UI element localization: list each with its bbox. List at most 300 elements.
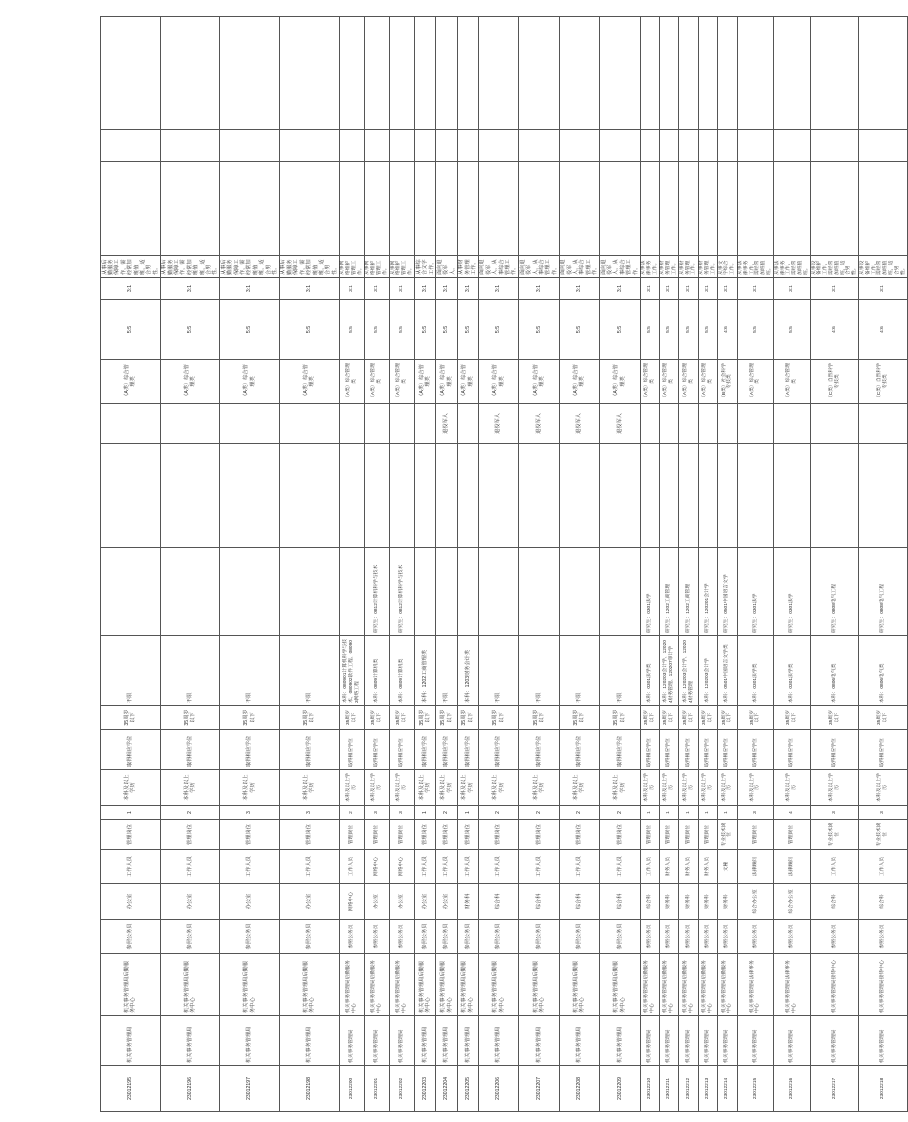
college-major-cell: 本科：120203会计学、120204财务管理 (679, 636, 698, 706)
number-cell: 3 (859, 806, 907, 820)
age-cell: 35周岁以下 (519, 706, 559, 730)
dept-cell: 机关事务管理局后勤服务中心 (390, 954, 415, 1016)
office-cell: 办公室 (364, 884, 389, 920)
note-cell: 面向退役军人。 (436, 256, 457, 278)
note-cell: 从事设备维护工作，需经常加班值班，适合男性。 (859, 256, 907, 278)
table-row (640, 17, 659, 1112)
office-cell: 网络中心 (339, 884, 364, 920)
blank-cell (364, 17, 389, 130)
exam-cell: （A类）综合管理类 (698, 360, 717, 404)
job-cell: 工作人员 (600, 850, 640, 884)
interview-cell: 3:1 (279, 278, 339, 300)
code-cell: 23012205 (457, 1066, 478, 1112)
unit-cell: 机关事务管理局 (679, 1016, 698, 1066)
code-cell: 23012203 (415, 1066, 436, 1112)
org-type-cell: 参照公务员 (220, 920, 280, 954)
blank-cell (640, 17, 659, 130)
dept-cell: 机关事务管理局接待中心 (859, 954, 907, 1016)
ratio-cell: 5:5 (519, 300, 559, 360)
blank-cell (659, 17, 678, 130)
blank-cell (718, 17, 737, 130)
interview-cell: 3:1 (600, 278, 640, 300)
college-major-cell: 本科：0809计算机类 (364, 636, 389, 706)
code-cell: 23012196 (160, 1066, 220, 1112)
age-cell: 35周岁以下 (640, 706, 659, 730)
job-cell: 法律顾问 (774, 850, 811, 884)
code-cell: 23012217 (811, 1066, 859, 1112)
other-cell: 退役军人 (436, 404, 457, 444)
age-cell: 35周岁以下 (600, 706, 640, 730)
degree-cell: 取得相应学位 (737, 730, 774, 770)
degree-cell: 取得相应学位 (339, 730, 364, 770)
table-row (600, 17, 640, 1112)
education-cell: 本科及以上学历 (220, 770, 280, 806)
code-cell: 23012201 (364, 1066, 389, 1112)
doctor-major-cell (698, 444, 717, 548)
exam-cell: （B类）社会科学专技类 (718, 360, 737, 404)
exam-cell: （C类）自然科学专技类 (859, 360, 907, 404)
degree-cell: 取得相应学位 (600, 730, 640, 770)
dept-cell: 机关事务管理局后勤服务中心 (559, 954, 599, 1016)
degree-cell: 取得相应学位 (859, 730, 907, 770)
interview-cell: 3:1 (457, 278, 478, 300)
note-cell: 面向退役军人，从事综合管理工作。 (519, 256, 559, 278)
blank-cell (390, 130, 415, 162)
number-cell: 1 (698, 806, 717, 820)
master-major-cell: 研究生：0808电气工程 (859, 548, 907, 636)
education-cell: 本科及以上学历 (519, 770, 559, 806)
blank-cell (600, 130, 640, 162)
interview-cell: 3:1 (774, 278, 811, 300)
code-cell: 23012209 (600, 1066, 640, 1112)
dept-cell: 机关事务管理局后勤服务中心 (364, 954, 389, 1016)
category-cell: 管理岗位 (559, 820, 599, 850)
ratio-cell: 4:6 (718, 300, 737, 360)
degree-cell: 取得相应学位 (415, 730, 436, 770)
interview-cell: 3:1 (101, 278, 161, 300)
table-row (457, 17, 478, 1112)
dept-cell: 机关事务管理局法律事务中心 (737, 954, 774, 1016)
table-row (339, 17, 364, 1112)
blank-cell (774, 17, 811, 130)
other-cell (859, 404, 907, 444)
blank-cell (415, 17, 436, 130)
college-major-cell: 不限 (101, 636, 161, 706)
number-cell: 2 (160, 806, 220, 820)
blank-cell (811, 130, 859, 162)
age-cell: 35周岁以下 (220, 706, 280, 730)
code-cell: 23012210 (640, 1066, 659, 1112)
office-cell: 综合科 (640, 884, 659, 920)
blank-cell (160, 162, 220, 256)
degree-cell: 取得相应学位 (457, 730, 478, 770)
other-cell: 退役军人 (600, 404, 640, 444)
code-cell: 23012211 (659, 1066, 678, 1112)
category-cell: 管理岗位 (600, 820, 640, 850)
ratio-cell: 5:5 (679, 300, 698, 360)
blank-cell (220, 130, 280, 162)
code-cell: 23012215 (737, 1066, 774, 1112)
college-major-cell: 本科：0806电气类 (859, 636, 907, 706)
table-row (390, 17, 415, 1112)
note-cell: 从事后勤服务保障工作，需经常加班值班，适合男性。 (279, 256, 339, 278)
education-cell: 本科及以上学历 (600, 770, 640, 806)
org-type-cell: 参照公务员 (364, 920, 389, 954)
age-cell: 35周岁以下 (698, 706, 717, 730)
blank-cell (364, 130, 389, 162)
rotated-table-wrapper (100, 17, 906, 1112)
code-cell: 23012208 (559, 1066, 599, 1112)
note-cell: 从事网络维护管理工作。 (339, 256, 364, 278)
other-cell (339, 404, 364, 444)
college-major-cell: 不限 (559, 636, 599, 706)
org-type-cell: 参照公务员 (659, 920, 678, 954)
education-cell: 本科及以上学历 (101, 770, 161, 806)
code-cell: 23012207 (519, 1066, 559, 1112)
unit-cell: 机关事务管理局 (436, 1016, 457, 1066)
table-row (101, 17, 161, 1112)
category-cell: 管理岗位 (390, 820, 415, 850)
degree-cell: 取得相应学位 (559, 730, 599, 770)
unit-cell: 机关事务管理局 (718, 1016, 737, 1066)
job-cell: 工作人员 (160, 850, 220, 884)
exam-cell: （A类）综合管理类 (774, 360, 811, 404)
college-major-cell: 不限 (478, 636, 518, 706)
table-row (698, 17, 717, 1112)
master-major-cell: 研究生：0808电气工程 (811, 548, 859, 636)
college-major-cell: 本科：0301法学类 (640, 636, 659, 706)
note-cell: 从事文字综合工作。 (718, 256, 737, 278)
number-cell: 3 (737, 806, 774, 820)
office-cell: 办公室 (220, 884, 280, 920)
dept-cell: 机关事务管理局后勤服务中心 (436, 954, 457, 1016)
degree-cell: 取得相应学位 (478, 730, 518, 770)
age-cell: 35周岁以下 (436, 706, 457, 730)
blank-cell (718, 162, 737, 256)
blank-cell (811, 17, 859, 130)
exam-cell: （C类）自然科学专技类 (811, 360, 859, 404)
age-cell: 35周岁以下 (679, 706, 698, 730)
master-major-cell (519, 548, 559, 636)
education-cell: 本科及以上学历 (339, 770, 364, 806)
blank-cell (737, 17, 774, 130)
office-cell: 综合科 (859, 884, 907, 920)
number-cell: 2 (519, 806, 559, 820)
ratio-cell: 5:5 (339, 300, 364, 360)
office-cell: 办公室 (390, 884, 415, 920)
code-cell: 23012200 (339, 1066, 364, 1112)
interview-cell: 3:1 (220, 278, 280, 300)
office-cell: 办公室 (279, 884, 339, 920)
category-cell: 管理岗位 (774, 820, 811, 850)
education-cell: 本科及以上学历 (457, 770, 478, 806)
number-cell: 1 (659, 806, 678, 820)
exam-cell: （A类）综合管理类 (390, 360, 415, 404)
org-type-cell: 参照公务员 (559, 920, 599, 954)
code-cell: 23012204 (436, 1066, 457, 1112)
doctor-major-cell (478, 444, 518, 548)
master-major-cell: 研究生：120201会计学 (698, 548, 717, 636)
degree-cell: 取得相应学位 (519, 730, 559, 770)
blank-cell (364, 162, 389, 256)
master-major-cell: 研究生：1202工商管理 (679, 548, 698, 636)
interview-cell: 3:1 (160, 278, 220, 300)
note-cell: 从事财务管理工作。 (679, 256, 698, 278)
interview-cell: 3:1 (415, 278, 436, 300)
other-cell (160, 404, 220, 444)
blank-cell (640, 162, 659, 256)
org-type-cell: 参照公务员 (737, 920, 774, 954)
master-major-cell (457, 548, 478, 636)
ratio-cell: 5:5 (659, 300, 678, 360)
unit-cell: 机关事务管理局 (640, 1016, 659, 1066)
blank-cell (415, 130, 436, 162)
job-cell: 网络中心 (364, 850, 389, 884)
note-cell: 从事网络维护管理工作。 (390, 256, 415, 278)
interview-cell: 3:1 (640, 278, 659, 300)
ratio-cell: 5:5 (436, 300, 457, 360)
job-cell: 工作人员 (559, 850, 599, 884)
degree-cell: 取得相应学位 (364, 730, 389, 770)
blank-cell (457, 130, 478, 162)
education-cell: 本科及以上学历 (415, 770, 436, 806)
dept-cell: 机关事务管理局后勤服务中心 (160, 954, 220, 1016)
doctor-major-cell (220, 444, 280, 548)
education-cell: 本科及以上学历 (559, 770, 599, 806)
unit-cell: 机关事务管理局 (160, 1016, 220, 1066)
exam-cell: （A类）综合管理类 (101, 360, 161, 404)
blank-cell (859, 130, 907, 162)
blank-cell (160, 130, 220, 162)
note-cell: 从事后勤服务保障工作，需经常加班值班，适合男性。 (101, 256, 161, 278)
other-cell (679, 404, 698, 444)
age-cell: 35周岁以下 (364, 706, 389, 730)
unit-cell: 机关事务管理局 (659, 1016, 678, 1066)
dept-cell: 机关事务管理局接待中心 (811, 954, 859, 1016)
table-row (718, 17, 737, 1112)
table-row (811, 17, 859, 1112)
note-cell: 从事设备维护工作，需经常加班值班，适合男性。 (811, 256, 859, 278)
category-cell: 管理岗位 (339, 820, 364, 850)
ratio-cell: 5:5 (774, 300, 811, 360)
code-cell: 23012218 (859, 1066, 907, 1112)
exam-cell: （A类）综合管理类 (737, 360, 774, 404)
table-row (478, 17, 518, 1112)
table-row (279, 17, 339, 1112)
college-major-cell: 本科：0806电气类 (811, 636, 859, 706)
other-cell: 退役军人 (559, 404, 599, 444)
doctor-major-cell (679, 444, 698, 548)
unit-cell: 机关事务管理局 (859, 1016, 907, 1066)
exam-cell: （A类）综合管理类 (364, 360, 389, 404)
job-cell: 工作人员 (859, 850, 907, 884)
college-major-cell: 本科：0501中国语言文学类 (718, 636, 737, 706)
ratio-cell: 5:5 (457, 300, 478, 360)
table-row (659, 17, 678, 1112)
office-cell: 财务科 (718, 884, 737, 920)
ratio-cell: 4:6 (859, 300, 907, 360)
doctor-major-cell (279, 444, 339, 548)
ratio-cell: 5:5 (160, 300, 220, 360)
age-cell: 35周岁以下 (559, 706, 599, 730)
interview-cell: 3:1 (364, 278, 389, 300)
age-cell: 35周岁以下 (659, 706, 678, 730)
doctor-major-cell (859, 444, 907, 548)
org-type-cell: 参照公务员 (457, 920, 478, 954)
org-type-cell: 参照公务员 (160, 920, 220, 954)
unit-cell: 机关事务管理局 (737, 1016, 774, 1066)
blank-cell (559, 162, 599, 256)
other-cell (659, 404, 678, 444)
education-cell: 本科及以上学历 (160, 770, 220, 806)
interview-cell: 3:1 (859, 278, 907, 300)
org-type-cell: 参照公务员 (640, 920, 659, 954)
blank-cell (519, 162, 559, 256)
blank-cell (737, 130, 774, 162)
unit-cell: 机关事务管理局 (457, 1016, 478, 1066)
blank-cell (220, 162, 280, 256)
blank-cell (101, 162, 161, 256)
college-major-cell: 本科：0809计算机类 (390, 636, 415, 706)
table-row (220, 17, 280, 1112)
master-major-cell: 研究生：0501中国语言文学 (718, 548, 737, 636)
exam-cell: （A类）综合管理类 (559, 360, 599, 404)
code-cell: 23012202 (390, 1066, 415, 1112)
interview-cell: 3:1 (718, 278, 737, 300)
blank-cell (390, 17, 415, 130)
job-cell: 网络中心 (390, 850, 415, 884)
education-cell: 本科及以上学历 (698, 770, 717, 806)
other-cell (718, 404, 737, 444)
unit-cell: 机关事务管理局 (415, 1016, 436, 1066)
college-major-cell: 不限 (160, 636, 220, 706)
dept-cell: 机关事务管理局后勤服务中心 (220, 954, 280, 1016)
exam-cell: （A类）综合管理类 (519, 360, 559, 404)
master-major-cell: 研究生：0301法学 (774, 548, 811, 636)
interview-cell: 3:1 (698, 278, 717, 300)
office-cell: 办公室 (101, 884, 161, 920)
note-cell: 从事财务管理工作。 (457, 256, 478, 278)
blank-cell (478, 162, 518, 256)
dept-cell: 机关事务管理局后勤服务中心 (640, 954, 659, 1016)
master-major-cell: 研究生：0812计算机科学与技术 (390, 548, 415, 636)
exam-cell: （A类）综合管理类 (457, 360, 478, 404)
interview-cell: 3:1 (737, 278, 774, 300)
dept-cell: 机关事务管理局后勤服务中心 (339, 954, 364, 1016)
master-major-cell: 研究生：1202工商管理 (659, 548, 678, 636)
office-cell: 办公室 (415, 884, 436, 920)
office-cell: 综合科 (811, 884, 859, 920)
blank-cell (659, 130, 678, 162)
blank-cell (774, 162, 811, 256)
college-major-cell: 本科：120203会计学、120204财务管理、120207审计学 (659, 636, 678, 706)
blank-cell (279, 162, 339, 256)
unit-cell: 机关事务管理局 (339, 1016, 364, 1066)
category-cell: 管理岗位 (160, 820, 220, 850)
table-row (415, 17, 436, 1112)
dept-cell: 机关事务管理局后勤服务中心 (519, 954, 559, 1016)
master-major-cell (339, 548, 364, 636)
office-cell: 办公室 (436, 884, 457, 920)
education-cell: 本科及以上学历 (659, 770, 678, 806)
table-row (679, 17, 698, 1112)
degree-cell: 取得相应学位 (101, 730, 161, 770)
interview-cell: 3:1 (390, 278, 415, 300)
doctor-major-cell (364, 444, 389, 548)
master-major-cell: 研究生：0301法学 (737, 548, 774, 636)
degree-cell: 取得相应学位 (640, 730, 659, 770)
dept-cell: 机关事务管理局后勤服务中心 (457, 954, 478, 1016)
category-cell: 管理岗位 (220, 820, 280, 850)
number-cell: 2 (339, 806, 364, 820)
master-major-cell: 研究生：0301法学 (640, 548, 659, 636)
blank-cell (339, 17, 364, 130)
education-cell: 本科及以上学历 (364, 770, 389, 806)
unit-cell: 机关事务管理局 (478, 1016, 518, 1066)
blank-cell (339, 162, 364, 256)
other-cell (640, 404, 659, 444)
master-major-cell (279, 548, 339, 636)
ratio-cell: 5:5 (390, 300, 415, 360)
table-row (559, 17, 599, 1112)
education-cell: 本科及以上学历 (718, 770, 737, 806)
dept-cell: 机关事务管理局后勤服务中心 (600, 954, 640, 1016)
code-cell: 23012195 (101, 1066, 161, 1112)
category-cell: 管理岗位 (640, 820, 659, 850)
other-cell (279, 404, 339, 444)
blank-cell (859, 17, 907, 130)
other-cell (101, 404, 161, 444)
education-cell: 本科及以上学历 (679, 770, 698, 806)
category-cell: 管理岗位 (436, 820, 457, 850)
office-cell: 综合办公室 (774, 884, 811, 920)
master-major-cell: 研究生：0812计算机科学与技术 (364, 548, 389, 636)
job-cell: 工作人员 (415, 850, 436, 884)
blank-cell (774, 130, 811, 162)
education-cell: 本科及以上学历 (737, 770, 774, 806)
code-cell: 23012212 (679, 1066, 698, 1112)
dept-cell: 机关事务管理局后勤服务中心 (679, 954, 698, 1016)
category-cell: 管理岗位 (659, 820, 678, 850)
table-row (519, 17, 559, 1112)
interview-cell: 3:1 (339, 278, 364, 300)
blank-cell (457, 162, 478, 256)
table-row (436, 17, 457, 1112)
doctor-major-cell (811, 444, 859, 548)
number-cell: 2 (559, 806, 599, 820)
blank-cell (160, 17, 220, 130)
category-cell: 专业技术岗位 (718, 820, 737, 850)
dept-cell: 机关事务管理局法律事务中心 (774, 954, 811, 1016)
job-cell: 文秘 (718, 850, 737, 884)
org-type-cell: 参照公务员 (718, 920, 737, 954)
education-cell: 本科及以上学历 (640, 770, 659, 806)
org-type-cell: 参照公务员 (774, 920, 811, 954)
doctor-major-cell (559, 444, 599, 548)
interview-cell: 3:1 (478, 278, 518, 300)
number-cell: 3 (364, 806, 389, 820)
code-cell: 23012214 (718, 1066, 737, 1112)
job-cell: 工作人员 (339, 850, 364, 884)
blank-cell (415, 162, 436, 256)
blank-cell (279, 17, 339, 130)
age-cell: 35周岁以下 (478, 706, 518, 730)
degree-cell: 取得相应学位 (279, 730, 339, 770)
unit-cell: 机关事务管理局 (364, 1016, 389, 1066)
doctor-major-cell (737, 444, 774, 548)
education-cell: 本科及以上学历 (390, 770, 415, 806)
blank-cell (718, 130, 737, 162)
